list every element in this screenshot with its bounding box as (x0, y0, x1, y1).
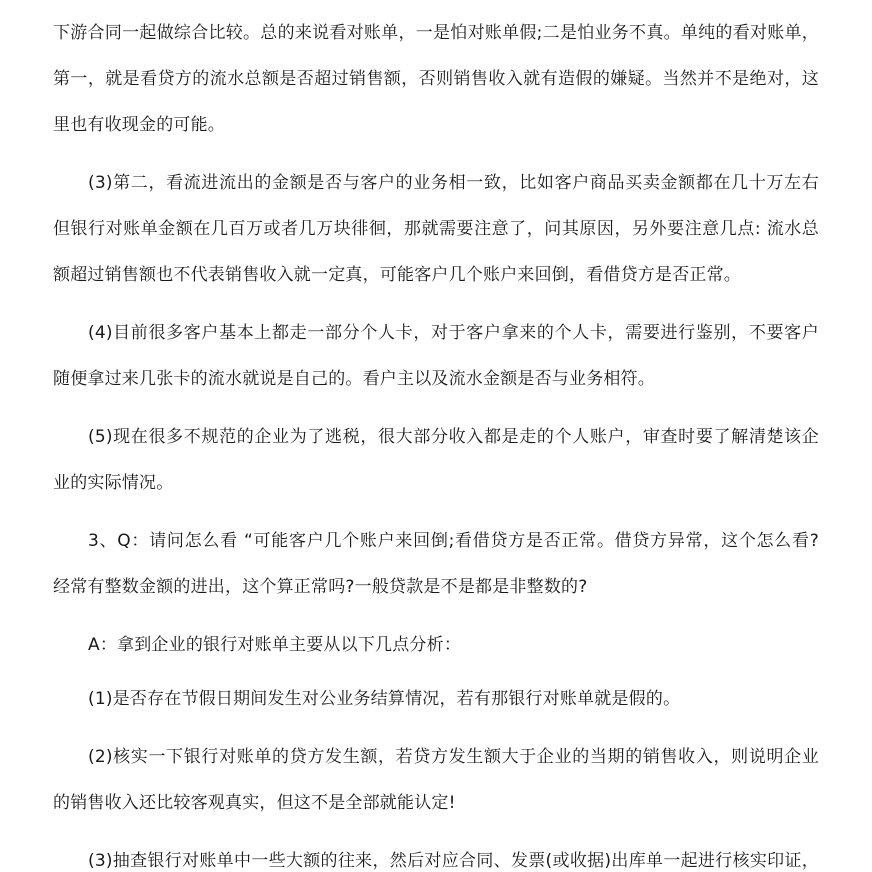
text-line: 经常有整数金额的进出，这个算正常吗?一般贷款是不是都是非整数的? (53, 577, 588, 597)
text-line: (1)是否存在节假日期间发生对公业务结算情况，若有那银行对账单就是假的。 (88, 689, 681, 709)
text-line: 但银行对账单金额在几百万或者几万块徘徊，那就需要注意了，问其原因，另外要注意几点: 流水总 (53, 219, 819, 239)
text-line: 3、Q：请问怎么看 “可能客户几个账户来回倒;看借贷方是否正常。借贷方异常，这个怎么看? (88, 531, 819, 551)
text-line: (3)抽查银行对账单中一些大额的往来，然后对应合同、发票(或收据)出库单一起进行核实印证， (88, 851, 819, 871)
text-line: 下游合同一起做综合比较。总的来说看对账单，一是怕对账单假;二是怕业务不真。单纯的看对账单， (53, 23, 819, 43)
text-line: (5)现在很多不规范的企业为了逃税，很大部分收入都是走的个人账户，审查时要了解清楚该企 (88, 427, 819, 447)
text-line: A：拿到企业的银行对账单主要从以下几点分析： (88, 635, 462, 655)
text-line: 里也有收现金的可能。 (53, 115, 225, 135)
text-line: (3)第二，看流进流出的金额是否与客户的业务相一致，比如客户商品买卖金额都在几十万左右 (88, 173, 819, 193)
text-line: 额超过销售额也不代表销售收入就一定真，可能客户几个账户来回倒，看借贷方是否正常。 (53, 265, 741, 285)
text-line: 随便拿过来几张卡的流水就说是自己的。看户主以及流水金额是否与业务相符。 (53, 369, 655, 389)
text-line: (4)目前很多客户基本上都走一部分个人卡，对于客户拿来的个人卡，需要进行鉴别，不要客户 (88, 323, 819, 343)
text-line: 的销售收入还比较客观真实，但这不是全部就能认定! (53, 793, 456, 813)
text-line: 第一，就是看贷方的流水总额是否超过销售额，否则销售收入就有造假的嫌疑。当然并不是绝对，这 (53, 69, 819, 89)
text-line: 业的实际情况。 (53, 473, 174, 493)
text-line: (2)核实一下银行对账单的贷方发生额，若贷方发生额大于企业的当期的销售收入，则说明企业 (88, 747, 819, 767)
